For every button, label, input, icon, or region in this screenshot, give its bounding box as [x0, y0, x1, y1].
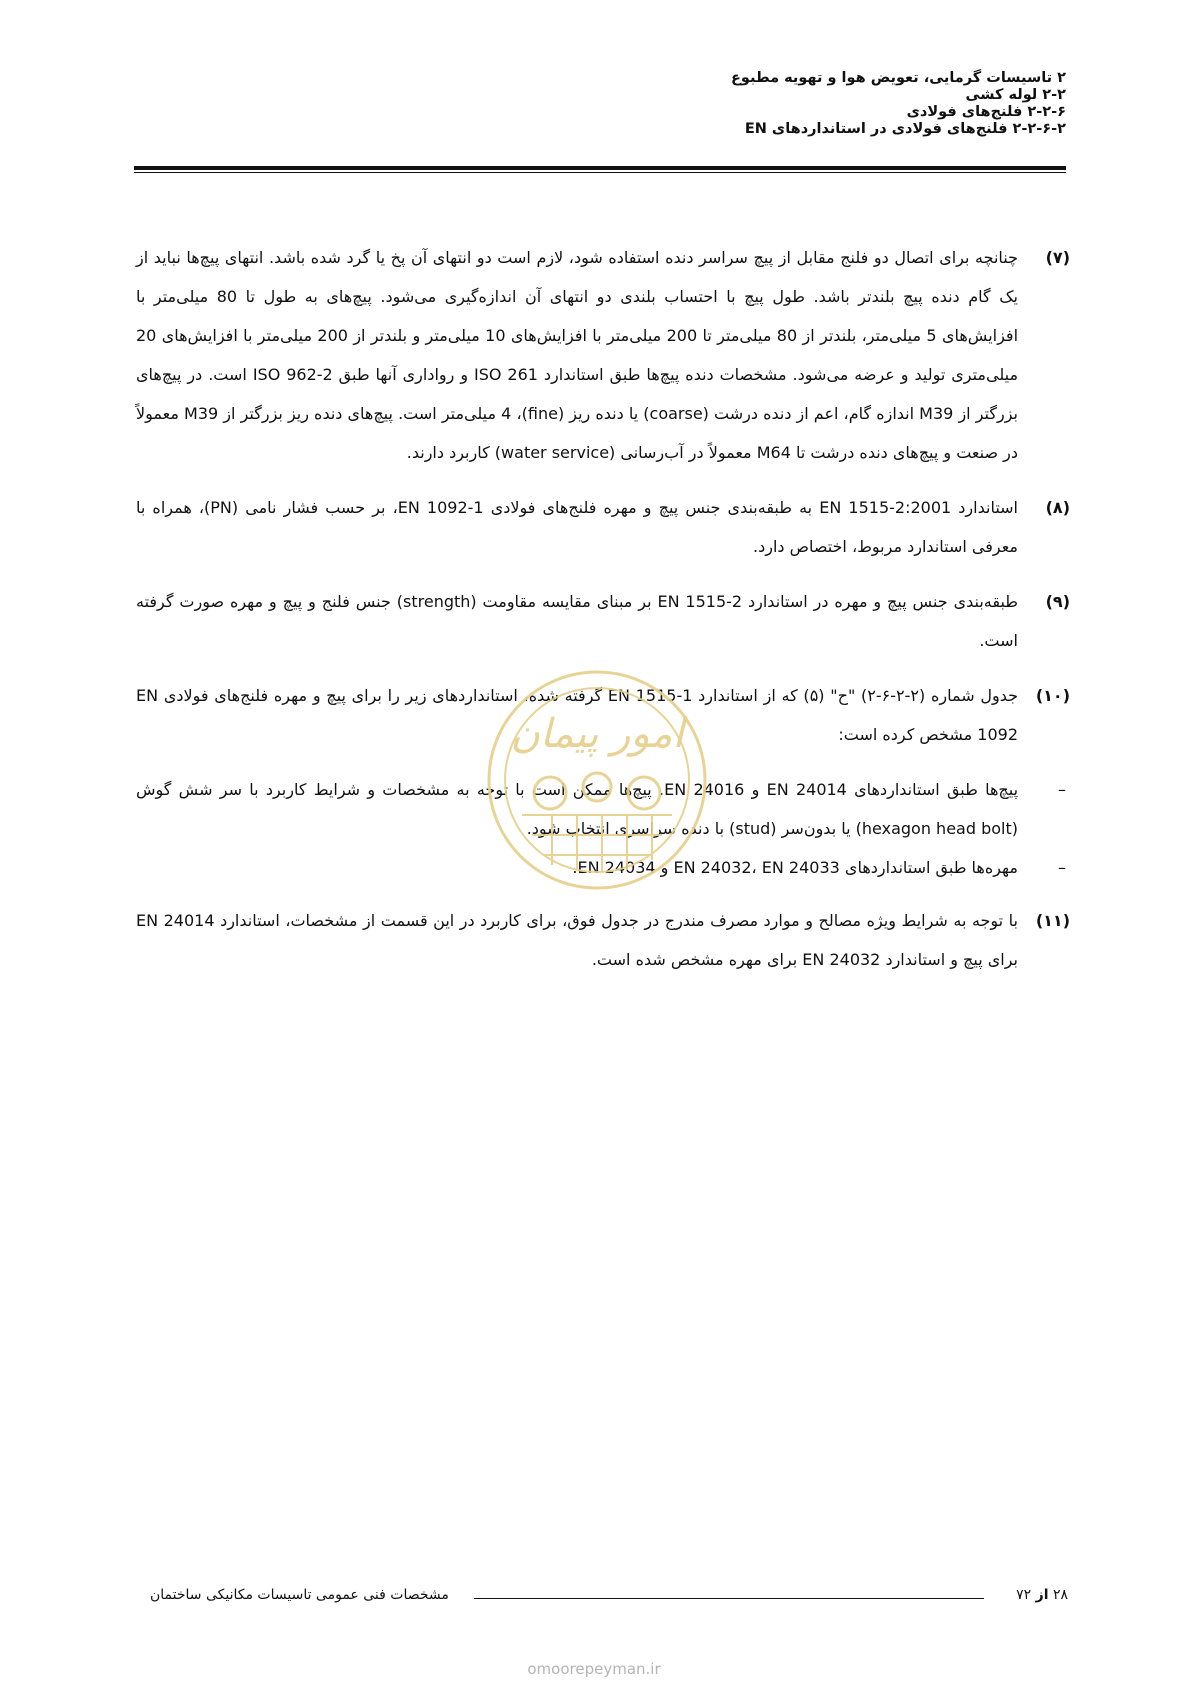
page-of: از — [1035, 1587, 1049, 1603]
header-subsection: ۲-۲-۶ فلنج‌های فولادی — [906, 104, 1066, 120]
paragraph-8 — [136, 488, 1070, 566]
paragraph-7 — [136, 238, 1070, 472]
paragraph-text: طبقه‌بندی جنس پیچ و مهره در استاندارد EN 1515-2 بر مبنای مقایسه مقاومت (strength) جنس فلنج و پیچ و مهره صورت گرفته است. — [136, 592, 1019, 650]
list-item-text: پیچ‌ها طبق استانداردهای EN 24014 و EN 24016. پیچ‌ها ممکن است با توجه به مشخصات و شرایط کاربرد با سر شش گوش (hexagon head bolt) یا بدون‌سر (stud) با دنده سراسری انتخاب شود. — [136, 780, 1019, 838]
header-topic: ۲-۲-۶-۲ فلنج‌های فولادی در استانداردهای EN — [744, 121, 1066, 137]
footer-rule — [474, 1598, 984, 1599]
page-header — [136, 70, 1066, 138]
paragraph-11 — [136, 901, 1070, 979]
paragraph-text: با توجه به شرایط ویژه مصالح و موارد مصرف مندرج در جدول فوق، برای کاربرد در این قسمت از مشخصات، استاندارد EN 24014 برای پیچ و استاندارد EN 24032 برای مهره مشخص شده است. — [136, 911, 1019, 969]
page-current: ۲۸ — [1052, 1587, 1068, 1603]
footer-doc-title: مشخصات فنی عمومی تاسیسات مکانیکی ساختمان — [150, 1587, 449, 1603]
paragraph-text: استاندارد EN 1515-2:2001 به طبقه‌بندی جنس پیچ و مهره فلنج‌های فولادی EN 1092-1، بر حسب فشار نامی (PN)، همراه با معرفی استاندارد مربوط، اختصاص دارد. — [136, 498, 1018, 556]
bullet-dash: – — [1058, 858, 1066, 877]
watermark-text: امور پیمان — [510, 711, 684, 757]
header-chapter: ۲ تاسیسات گرمایی، تعویض هوا و تهویه مطبوع — [731, 70, 1066, 86]
header-rule-thick — [134, 166, 1066, 170]
page-number — [990, 1587, 1068, 1603]
header-rule-thin — [134, 172, 1066, 173]
paragraph-text: چنانچه برای اتصال دو فلنج مقابل از پیچ سراسر دنده استفاده شود، لازم است دو انتهای آن پخ یا گرد شده باشد. انتهای پیچ‌ها نباید از یک گام دنده پیچ بلندتر باشد. طول پیچ با احتساب بلندی دو انتهای آن اندازه‌گیری می‌شود. پیچ‌های به طول تا 80 میلی‌متر با افزایش‌های 5 میلی‌متر، بلندتر از 80 میلی‌متر تا 200 میلی‌متر با افزایش‌های 10 میلی‌متر و بلندتر از 200 میلی‌متر با افزایش‌های 20 میلی‌متری تولید و عرضه می‌شود. مشخصات دنده پیچ‌ها طبق استاندارد ISO 261 و رواداری آنها طبق ISO 962-2 است. در پیچ‌های بزرگتر از M39 اندازه گام، اعم از دنده درشت (coarse) یا دنده ریز (fine)، 4 میلی‌متر است. پیچ‌های دنده ریز بزرگتر از M39 معمولاً در صنعت و پیچ‌های دنده درشت تا M64 معمولاً در آب‌رسانی (water service) کاربرد دارند. — [136, 248, 1019, 462]
paragraph-9 — [136, 582, 1070, 660]
paragraph-number: (۹) — [1045, 592, 1070, 611]
paragraph-number: (۸) — [1045, 498, 1070, 517]
paragraph-number: (۱۰) — [1035, 686, 1070, 705]
list-item-text: مهره‌ها طبق استانداردهای EN 24032، EN 24033 و EN 24034. — [572, 858, 1018, 877]
paragraph-text: جدول شماره (۲-۲-۶-۲) "ح" (۵) که از استاندارد EN 1515-1 گرفته شده، استانداردهای زیر را برای پیچ و مهره فلنج‌های فولادی EN 1092 مشخص کرده است: — [136, 686, 1019, 744]
header-section: ۲-۲ لوله کشی — [965, 87, 1066, 103]
paragraph-number: (۷) — [1045, 248, 1070, 267]
paragraph-number: (۱۱) — [1035, 911, 1070, 930]
website-watermark: omoorepeyman.ir — [527, 1660, 661, 1678]
watermark-logo — [482, 665, 712, 895]
bullet-dash: – — [1058, 780, 1066, 799]
page-total: ۷۲ — [1016, 1587, 1032, 1603]
